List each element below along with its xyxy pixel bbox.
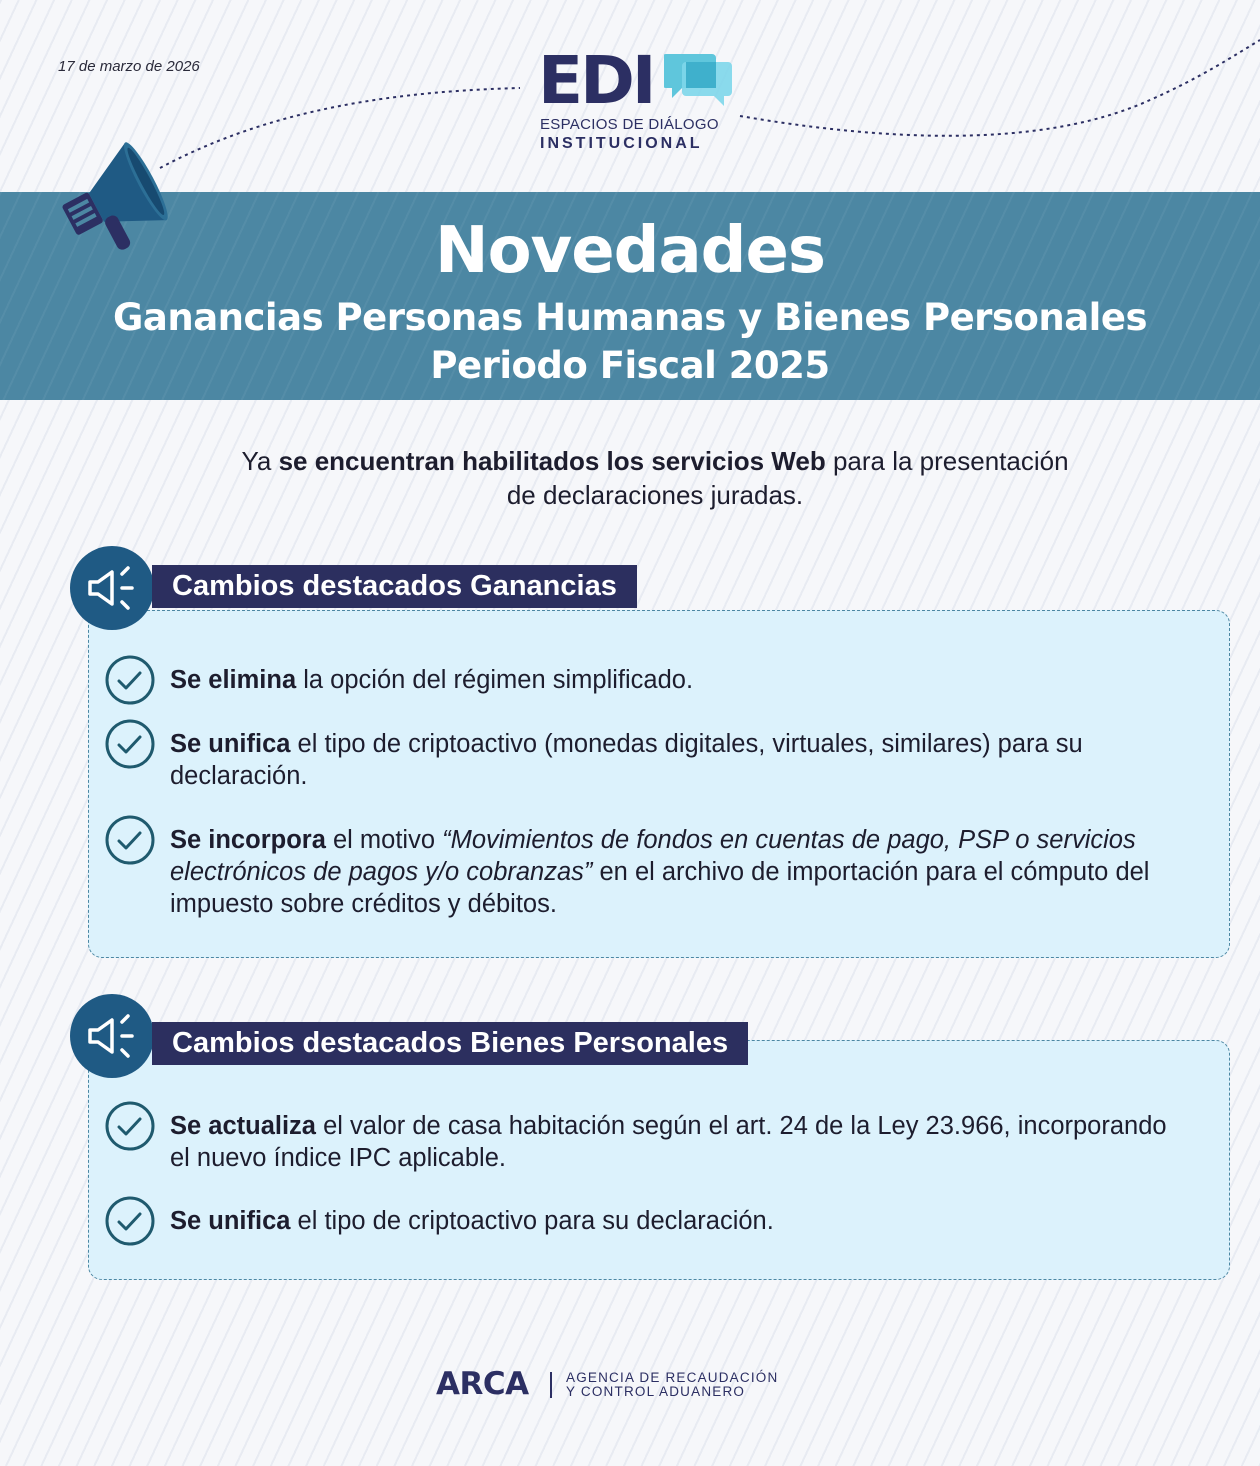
item-text: Se incorpora el motivo “Movimientos de fondos en cuentas de pago, PSP o servicios electrónicos de pagos y/o cobranzas” en el archivo de importación para el cómputo del impuesto sobre créditos y débitos. <box>170 826 1150 918</box>
logo-line1: ESPACIOS DE DIÁLOGO <box>540 116 719 133</box>
check-circle-icon <box>104 718 156 770</box>
check-circle-icon <box>104 1195 156 1247</box>
megaphone-icon <box>55 130 185 260</box>
arca-brand: ARCA <box>436 1366 529 1402</box>
publication-date: 17 de marzo de 2026 <box>58 58 200 75</box>
logo-line2: INSTITUCIONAL <box>540 135 703 152</box>
check-circle-icon <box>104 1100 156 1152</box>
section-icon-circle <box>70 546 154 630</box>
intro-pre: Ya <box>241 446 279 476</box>
banner-subtitle: Ganancias Personas Humanas y Bienes Personales <box>113 296 1147 339</box>
edi-logo <box>538 42 738 158</box>
logo-mark: EDI <box>538 42 654 119</box>
page-title: Novedades <box>435 214 825 288</box>
title-banner <box>0 192 1260 400</box>
section-title-bienes-personales: Cambios destacados Bienes Personales <box>152 1022 748 1065</box>
item-text: Se unifica el tipo de criptoactivo (monedas digitales, virtuales, similares) para su declaración. <box>170 730 1083 790</box>
speech-bubbles-icon <box>664 50 734 110</box>
intro-bold: se encuentran habilitados los servicios Web <box>278 446 826 476</box>
section-icon-circle <box>70 994 154 1078</box>
item-text: Se elimina la opción del régimen simplificado. <box>170 666 694 694</box>
check-circle-icon <box>104 814 156 866</box>
announcement-icon <box>70 994 154 1078</box>
banner-period: Periodo Fiscal 2025 <box>430 344 830 387</box>
arca-line2: Y CONTROL ADUANERO <box>566 1384 746 1399</box>
intro-post: para la presentación <box>825 446 1069 476</box>
arca-line1: AGENCIA DE RECAUDACIÓN <box>566 1370 779 1385</box>
item-text: Se unifica el tipo de criptoactivo para su declaración. <box>170 1207 774 1235</box>
item-text: Se actualiza el valor de casa habitación según el art. 24 de la Ley 23.966, incorporando el nuevo índice IPC aplicable. <box>170 1112 1167 1172</box>
announcement-icon <box>70 546 154 630</box>
intro-line2: de declaraciones juradas. <box>506 480 804 510</box>
section-title-ganancias: Cambios destacados Ganancias <box>152 565 637 608</box>
divider <box>550 1372 552 1398</box>
intro-text <box>150 444 1160 512</box>
check-circle-icon <box>104 654 156 706</box>
